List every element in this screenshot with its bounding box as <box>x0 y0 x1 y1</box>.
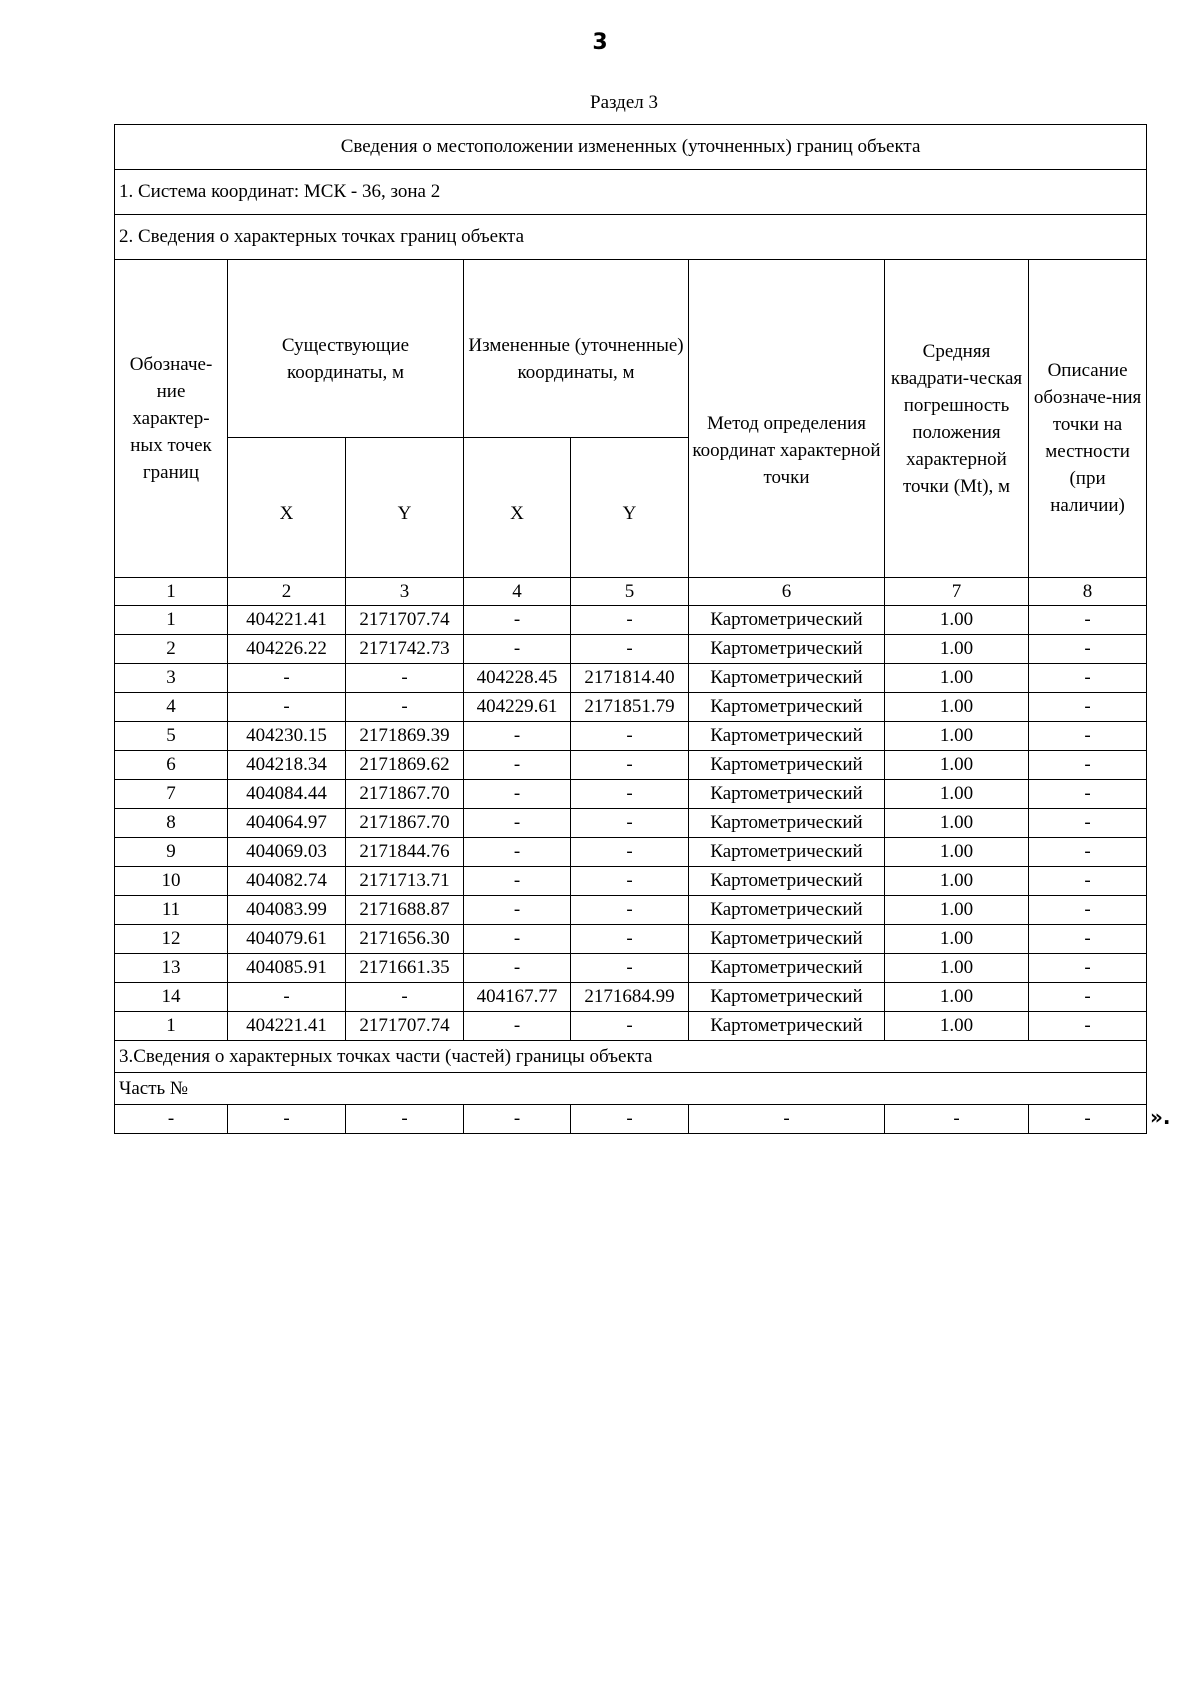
cell-existing-y: 2171707.74 <box>346 1012 464 1041</box>
cell-existing-y: 2171869.39 <box>346 722 464 751</box>
section-label: Раздел 3 <box>590 92 658 113</box>
cell-error: 1.00 <box>885 780 1029 809</box>
cell-description: - <box>1029 867 1147 896</box>
cell-method: Картометрический <box>689 606 885 635</box>
cell-existing-y: 2171688.87 <box>346 896 464 925</box>
cell-point: 14 <box>115 983 228 1012</box>
cell-point: 9 <box>115 838 228 867</box>
cell-error: 1.00 <box>885 867 1029 896</box>
cell-existing-x: 404085.91 <box>228 954 346 983</box>
cell-changed-y: - <box>571 1012 689 1041</box>
cell-existing-y: 2171713.71 <box>346 867 464 896</box>
empty-cell: - <box>346 1105 464 1134</box>
cell-existing-x: 404221.41 <box>228 606 346 635</box>
header-changed-coordinates: Измененные (уточненные) координаты, м <box>464 260 689 438</box>
table-row <box>115 780 1147 809</box>
cell-changed-x: - <box>464 722 571 751</box>
cell-error: 1.00 <box>885 983 1029 1012</box>
cell-existing-x: 404083.99 <box>228 896 346 925</box>
cell-changed-y: - <box>571 635 689 664</box>
cell-description: - <box>1029 838 1147 867</box>
cell-description: - <box>1029 780 1147 809</box>
header-designation: Обозначе-ние характер-ных точек границ <box>115 260 228 578</box>
cell-existing-y: 2171867.70 <box>346 809 464 838</box>
cell-existing-x: 404230.15 <box>228 722 346 751</box>
table-body <box>115 125 1147 1134</box>
cell-existing-x: 404221.41 <box>228 1012 346 1041</box>
table-row <box>115 751 1147 780</box>
cell-error: 1.00 <box>885 693 1029 722</box>
cell-changed-x: - <box>464 606 571 635</box>
cell-existing-y: 2171707.74 <box>346 606 464 635</box>
cell-changed-x: - <box>464 635 571 664</box>
cell-point: 4 <box>115 693 228 722</box>
cell-method: Картометрический <box>689 722 885 751</box>
cell-changed-y: - <box>571 896 689 925</box>
cell-description: - <box>1029 722 1147 751</box>
cell-changed-x: 404228.45 <box>464 664 571 693</box>
table-row <box>115 983 1147 1012</box>
cell-description: - <box>1029 751 1147 780</box>
cell-changed-x: - <box>464 751 571 780</box>
empty-cell: - <box>689 1105 885 1134</box>
cell-description: - <box>1029 693 1147 722</box>
table-row <box>115 896 1147 925</box>
cell-existing-x: 404226.22 <box>228 635 346 664</box>
table-row <box>115 867 1147 896</box>
column-number: 6 <box>689 578 885 606</box>
cell-changed-y: - <box>571 867 689 896</box>
column-number: 5 <box>571 578 689 606</box>
table-row <box>115 722 1147 751</box>
cell-changed-x: - <box>464 925 571 954</box>
cell-existing-y: 2171867.70 <box>346 780 464 809</box>
cell-point: 7 <box>115 780 228 809</box>
cell-description: - <box>1029 1012 1147 1041</box>
header-existing-y: Y <box>346 438 464 578</box>
table-title: Сведения о местоположении измененных (уточненных) границ объекта <box>115 125 1147 170</box>
header-error: Средняя квадрати-ческая погрешность положения характерной точки (Mt), м <box>885 260 1029 578</box>
header-changed-y: Y <box>571 438 689 578</box>
cell-changed-y: - <box>571 838 689 867</box>
cell-error: 1.00 <box>885 896 1029 925</box>
cell-changed-y: 2171814.40 <box>571 664 689 693</box>
table-row <box>115 838 1147 867</box>
points-heading: 2. Сведения о характерных точках границ объекта <box>115 215 1147 260</box>
cell-method: Картометрический <box>689 664 885 693</box>
cell-method: Картометрический <box>689 693 885 722</box>
cell-existing-y: 2171742.73 <box>346 635 464 664</box>
header-changed-x: X <box>464 438 571 578</box>
cell-method: Картометрический <box>689 896 885 925</box>
table-row <box>115 606 1147 635</box>
cell-changed-y: 2171851.79 <box>571 693 689 722</box>
cell-point: 3 <box>115 664 228 693</box>
cell-description: - <box>1029 983 1147 1012</box>
header-method: Метод определения координат характерной точки <box>689 260 885 578</box>
cell-existing-y: 2171844.76 <box>346 838 464 867</box>
cell-existing-y: 2171656.30 <box>346 925 464 954</box>
cell-point: 1 <box>115 606 228 635</box>
parts-heading: 3.Сведения о характерных точках части (частей) границы объекта <box>115 1041 1147 1073</box>
cell-error: 1.00 <box>885 925 1029 954</box>
cell-description: - <box>1029 809 1147 838</box>
header-existing-coordinates: Существующие координаты, м <box>228 260 464 438</box>
end-mark: ». <box>1150 1105 1171 1129</box>
cell-changed-y: - <box>571 809 689 838</box>
cell-method: Картометрический <box>689 925 885 954</box>
cell-existing-x: 404218.34 <box>228 751 346 780</box>
empty-cell: - <box>464 1105 571 1134</box>
cell-point: 12 <box>115 925 228 954</box>
empty-cell: - <box>885 1105 1029 1134</box>
cell-existing-x: - <box>228 693 346 722</box>
cell-error: 1.00 <box>885 664 1029 693</box>
cell-description: - <box>1029 954 1147 983</box>
page-number: 3 <box>592 30 608 55</box>
boundary-points-table <box>114 124 1147 1134</box>
cell-error: 1.00 <box>885 606 1029 635</box>
table-row <box>115 664 1147 693</box>
cell-existing-x: 404069.03 <box>228 838 346 867</box>
cell-existing-y: - <box>346 664 464 693</box>
cell-existing-x: - <box>228 664 346 693</box>
cell-changed-y: - <box>571 780 689 809</box>
cell-description: - <box>1029 664 1147 693</box>
cell-point: 10 <box>115 867 228 896</box>
cell-method: Картометрический <box>689 983 885 1012</box>
column-number: 7 <box>885 578 1029 606</box>
cell-existing-x: 404079.61 <box>228 925 346 954</box>
column-number: 4 <box>464 578 571 606</box>
cell-point: 11 <box>115 896 228 925</box>
empty-cell: - <box>115 1105 228 1134</box>
cell-existing-x: 404064.97 <box>228 809 346 838</box>
column-number: 2 <box>228 578 346 606</box>
cell-method: Картометрический <box>689 809 885 838</box>
cell-method: Картометрический <box>689 1012 885 1041</box>
cell-changed-x: - <box>464 809 571 838</box>
cell-point: 5 <box>115 722 228 751</box>
table-row <box>115 693 1147 722</box>
cell-changed-x: - <box>464 1012 571 1041</box>
cell-changed-y: - <box>571 925 689 954</box>
empty-cell: - <box>1029 1105 1147 1134</box>
cell-point: 13 <box>115 954 228 983</box>
cell-changed-x: - <box>464 954 571 983</box>
cell-existing-x: - <box>228 983 346 1012</box>
cell-error: 1.00 <box>885 751 1029 780</box>
empty-part-row <box>115 1105 1147 1134</box>
cell-changed-y: 2171684.99 <box>571 983 689 1012</box>
cell-existing-y: 2171661.35 <box>346 954 464 983</box>
cell-error: 1.00 <box>885 838 1029 867</box>
table-row <box>115 635 1147 664</box>
header-description: Описание обозначе-ния точки на местности (при наличии) <box>1029 260 1147 578</box>
cell-point: 8 <box>115 809 228 838</box>
cell-changed-x: 404229.61 <box>464 693 571 722</box>
cell-method: Картометрический <box>689 838 885 867</box>
cell-changed-y: - <box>571 751 689 780</box>
cell-error: 1.00 <box>885 809 1029 838</box>
empty-cell: - <box>228 1105 346 1134</box>
cell-existing-y: 2171869.62 <box>346 751 464 780</box>
cell-method: Картометрический <box>689 867 885 896</box>
cell-changed-x: - <box>464 896 571 925</box>
cell-changed-y: - <box>571 606 689 635</box>
cell-existing-y: - <box>346 983 464 1012</box>
part-number-label: Часть № <box>115 1073 1147 1105</box>
cell-error: 1.00 <box>885 954 1029 983</box>
cell-changed-x: - <box>464 838 571 867</box>
table-row <box>115 954 1147 983</box>
column-number: 8 <box>1029 578 1147 606</box>
cell-changed-x: - <box>464 867 571 896</box>
cell-description: - <box>1029 896 1147 925</box>
cell-point: 1 <box>115 1012 228 1041</box>
cell-existing-x: 404082.74 <box>228 867 346 896</box>
cell-error: 1.00 <box>885 722 1029 751</box>
cell-changed-x: 404167.77 <box>464 983 571 1012</box>
empty-cell: - <box>571 1105 689 1134</box>
cell-method: Картометрический <box>689 780 885 809</box>
cell-existing-y: - <box>346 693 464 722</box>
coordinate-system: 1. Система координат: МСК - 36, зона 2 <box>115 170 1147 215</box>
cell-point: 2 <box>115 635 228 664</box>
cell-method: Картометрический <box>689 635 885 664</box>
table-row <box>115 809 1147 838</box>
cell-error: 1.00 <box>885 1012 1029 1041</box>
cell-changed-x: - <box>464 780 571 809</box>
table-row <box>115 925 1147 954</box>
header-existing-x: X <box>228 438 346 578</box>
cell-changed-y: - <box>571 954 689 983</box>
cell-method: Картометрический <box>689 751 885 780</box>
cell-method: Картометрический <box>689 954 885 983</box>
column-number: 3 <box>346 578 464 606</box>
column-number: 1 <box>115 578 228 606</box>
cell-description: - <box>1029 606 1147 635</box>
cell-description: - <box>1029 635 1147 664</box>
cell-error: 1.00 <box>885 635 1029 664</box>
cell-changed-y: - <box>571 722 689 751</box>
cell-point: 6 <box>115 751 228 780</box>
column-numbers-row <box>115 578 1147 606</box>
table-row <box>115 1012 1147 1041</box>
cell-description: - <box>1029 925 1147 954</box>
cell-existing-x: 404084.44 <box>228 780 346 809</box>
